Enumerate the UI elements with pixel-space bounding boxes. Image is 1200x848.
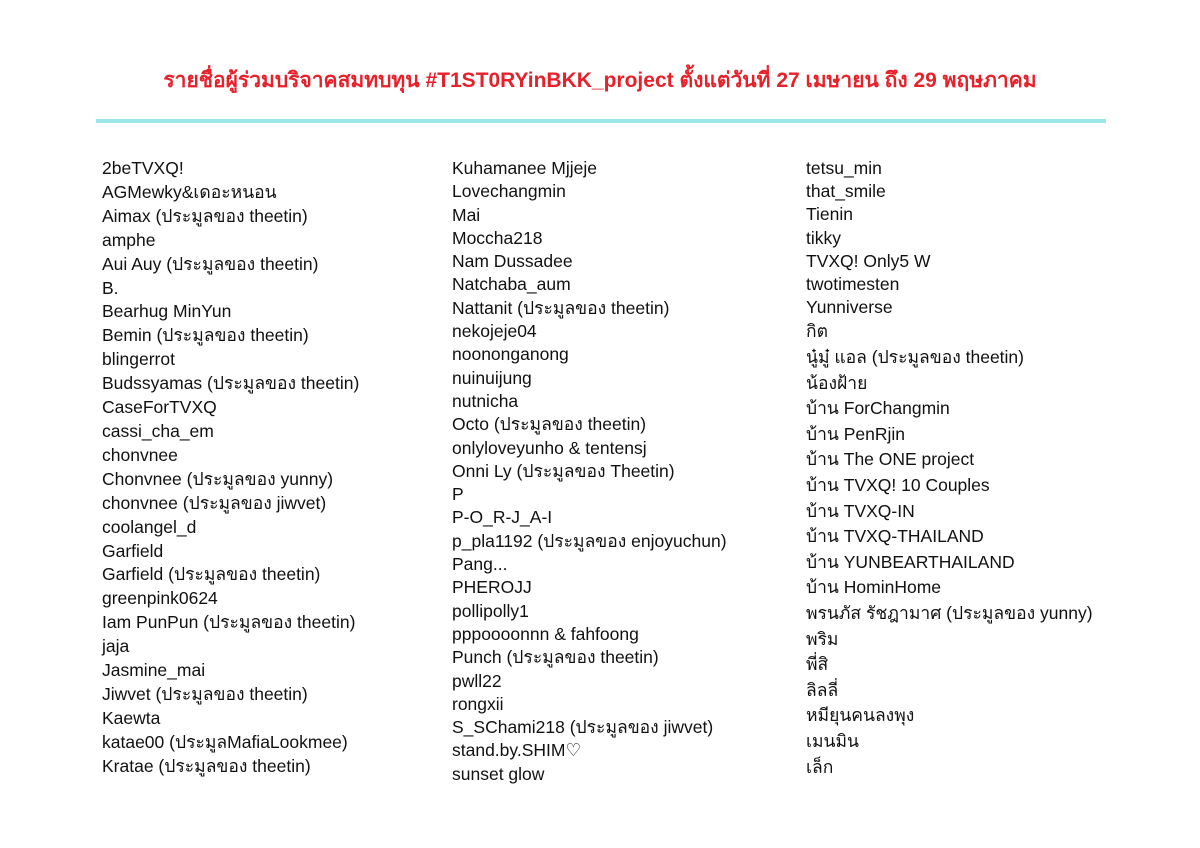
donor-name: บ้าน ForChangmin [806,398,950,419]
donor-name: Tienin [806,204,854,225]
donor-name: Kratae (ประมูลของ theetin) [102,755,311,776]
donor-name: Kuhamanee Mjjeje [452,158,597,178]
donor-name: 2beTVXQ! [102,158,184,178]
donor-name: P-O_R-J_A-I [452,507,553,528]
donor-name: B. [102,277,119,298]
donor-name: Kaewta [102,707,161,728]
donor-name: พริม [806,628,839,649]
donor-name: เมนมิน [806,730,859,751]
donor-name: หมียุนคนลงพุง [806,705,915,726]
donor-name: that_smile [806,181,886,202]
donor-name: AGMewky&เดอะหนอน [102,181,277,202]
page-title: รายชื่อผู้ร่วมบริจาคสมทบทุน #T1ST0RYinBKK_project ตั้งแต่วันที่ 27 เมษายน ถึง 29 พฤษภาคม [163,69,1037,92]
donor-name: cassi_cha_em [102,420,214,441]
donor-name: Jasmine_mai [102,660,206,681]
donor-name: นู๋มู๋ แอล (ประมูลของ theetin) [806,347,1024,368]
donor-name: pollipolly1 [452,600,529,621]
donor-name: CaseForTVXQ [102,397,217,418]
donor-name: blingerrot [102,349,175,370]
donor-name: พี่สิ [806,654,829,675]
donor-name: บ้าน YUNBEARTHAILAND [806,551,1015,572]
donor-name: Bemin (ประมูลของ theetin) [102,325,309,346]
donor-name: TVXQ! Only5 W [806,250,931,271]
donor-name: PHEROJJ [452,577,532,598]
donor-name: S_SChami218 (ประมูลของ jiwvet) [452,717,714,738]
donor-name: Lovechangmin [452,181,566,202]
donor-name: onlyloveyunho & tentensj [452,437,647,458]
donor-name: Garfield (ประมูลของ theetin) [102,564,321,585]
title-divider [96,119,1106,123]
donor-name: Nam Dussadee [452,251,573,272]
donor-name: Nattanit (ประมูลของ theetin) [452,297,670,318]
donor-name: บ้าน PenRjin [806,423,906,444]
donor-name: p_pla1192 (ประมูลของ enjoyuchun) [452,530,727,551]
donor-name: Moccha218 [452,227,543,248]
donor-name: บ้าน HominHome [806,577,942,598]
donor-name: เล็ก [806,756,834,777]
donor-name: nutnicha [452,390,519,411]
donor-name: บ้าน TVXQ-IN [806,500,915,521]
donor-name: Garfield [102,540,164,561]
donor-name: Budssyamas (ประมูลของ theetin) [102,373,360,394]
donor-column-2 [452,157,727,786]
donor-name: sunset glow [452,763,545,784]
donor-name: chonvnee (ประมูลของ jiwvet) [102,492,327,513]
donor-name: บ้าน The ONE project [806,449,975,470]
donor-name: Yunniverse [806,297,893,318]
donor-name: noononganong [452,344,569,365]
donor-name: greenpink0624 [102,588,218,609]
donor-name: น้องฝ้าย [806,372,868,393]
donor-name: P [452,484,464,505]
donor-column-3 [806,157,1093,780]
donor-name: chonvnee [102,444,178,465]
donor-name: บ้าน TVXQ! 10 Couples [806,474,990,495]
donor-name: coolangel_d [102,516,197,537]
donor-name: katae00 (ประมูลMafiaLookmee) [102,731,348,752]
donor-name: jaja [102,636,130,657]
donor-name: บ้าน TVXQ-THAILAND [806,526,984,547]
donor-name: Onni Ly (ประมูลของ Theetin) [452,460,675,481]
donor-name: พรนภัส รัชฎามาศ (ประมูลของ yunny) [806,602,1093,623]
donor-name: Natchaba_aum [452,274,571,295]
donor-name: tikky [806,227,841,248]
donor-name: Aui Auy (ประมูลของ theetin) [102,253,319,274]
donor-name: Punch (ประมูลของ theetin) [452,647,659,668]
donor-name: stand.by.SHIM♡ [452,740,582,761]
donor-name: pppoooonnn & fahfoong [452,623,639,644]
donor-name: pwll22 [452,670,502,691]
donor-name: กิต [806,321,828,342]
donor-name: Mai [452,204,481,225]
donor-name: Iam PunPun (ประมูลของ theetin) [102,612,356,633]
donor-column-1 [102,157,359,779]
donor-name: nekojeje04 [452,321,537,342]
donor-name: rongxii [452,693,504,714]
donor-name: Aimax (ประมูลของ theetin) [102,205,308,226]
donor-name: twotimesten [806,274,900,295]
donor-name: Pang... [452,554,508,575]
donor-name: amphe [102,229,156,250]
donor-name: tetsu_min [806,158,882,178]
donor-name: nuinuijung [452,367,532,388]
donor-name: Octo (ประมูลของ theetin) [452,414,647,435]
donor-name: Jiwvet (ประมูลของ theetin) [102,683,308,704]
donor-name: Bearhug MinYun [102,301,232,322]
donor-name: ลิลลี่ [806,679,839,700]
donor-name: Chonvnee (ประมูลของ yunny) [102,468,334,489]
